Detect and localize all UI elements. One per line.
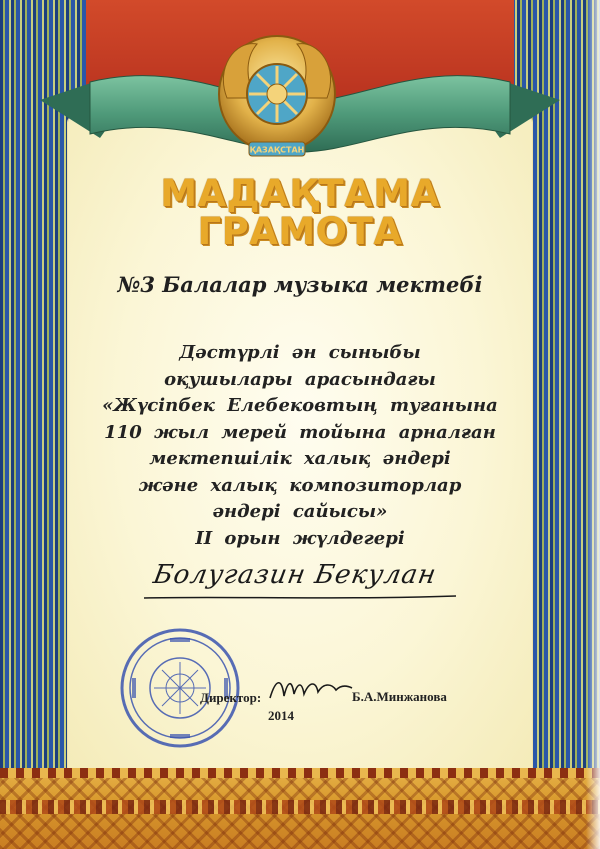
ornament-band xyxy=(0,800,600,814)
description-line: 110 жыл мерей тойына арналған xyxy=(104,421,496,443)
description-line: әндері сайысы» xyxy=(212,501,388,522)
official-seal-stamp xyxy=(118,626,242,750)
description-line: «Жүсіпбек Елебековтың туғанына xyxy=(102,395,498,416)
school-name: №3 Балалар музыка мектебі xyxy=(117,272,483,297)
award-place: II орын жүлдегері xyxy=(195,527,405,549)
description-line: оқушылары арасындағы xyxy=(164,368,436,390)
title-kazakh: МАДАҚТАМА xyxy=(160,172,440,215)
ornament-edge xyxy=(0,768,600,778)
director-label: Директор: xyxy=(200,690,262,705)
description-line: мектепшілік халық әндері xyxy=(149,448,451,469)
description-line: және халық композиторлар xyxy=(138,474,462,496)
recipient-underline xyxy=(140,566,460,606)
award-description xyxy=(80,340,520,552)
description-line: Дәстүрлі ән сыныбы xyxy=(179,342,421,363)
title-russian: ГРАМОТА xyxy=(197,210,403,253)
recipient-name: Болугазин Бекулан xyxy=(151,560,439,590)
svg-text:ҚАЗАҚСТАН: ҚАЗАҚСТАН xyxy=(249,145,305,155)
director-name: Б.А.Минжанова xyxy=(352,689,447,704)
issue-year: 2014 xyxy=(268,708,294,723)
director-signature xyxy=(266,672,356,706)
state-emblem-icon xyxy=(205,28,349,172)
